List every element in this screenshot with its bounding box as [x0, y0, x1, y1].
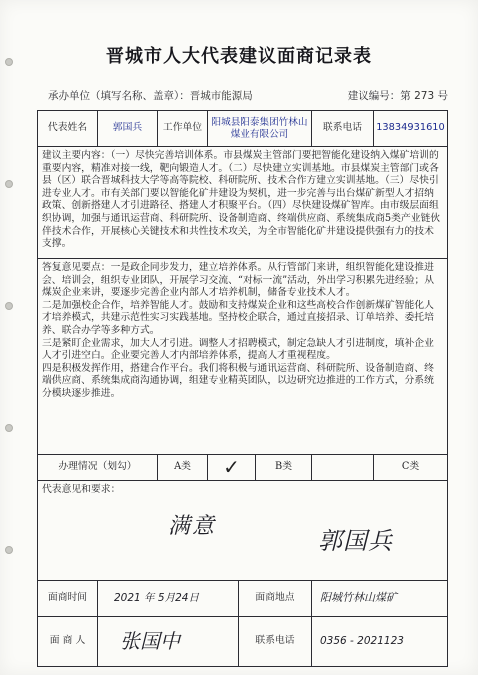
binding-hole [5, 424, 13, 432]
suggestion-content: 建议主要内容：（一）尽快完善培训体系。市县煤炭主管部门要把智能化建设纳入煤矿培训的重要内容，精准对接一线，靶向锻造人才。（二）尽快建立实训基地。市县煤炭主管部门或各县（区）联合晋城科技大学等高等院校、科研院所、技术合作方建立实训基地。（三）尽快引进专业人才。市有关部门要以智能化矿井建设为契机，进一步完善与出台煤矿新型人才招纳政策、创新搭建人才引进路径、搭建人才积聚平台。（四）尽快建设煤矿智库。由市级层面组织协调，加强与通讯运营商、科研院所、设备制造商、终端供应商、系统集成商5类产业链伙伴技术合作，开展核心关键技术和共性技术攻关，为全市智能化矿井建设提供强有力的技术支撑。 [38, 147, 448, 259]
undertaker-label: 承办单位（填写名称、盖章）： [48, 90, 190, 102]
opinion-label: 代表意见和要求： [42, 484, 121, 495]
consult-person-signature: 张国中 [98, 617, 239, 667]
work-unit-label: 工作单位 [158, 111, 208, 147]
reply-paragraph-4: 四是积极发挥作用，搭建合作平台。我们将积极与通讯运营商、科研院所、设备制造商、终端供应商、系统集成商沟通协调，组建专业精英团队，以边研究边推进的工作方式，分系统分模块逐步推进。 [42, 362, 434, 399]
number-suffix: 号 [437, 90, 448, 102]
consult-person-label: 面 商 人 [38, 617, 98, 667]
rep-name-value: 郭国兵 [98, 111, 158, 147]
header-meta [48, 88, 448, 103]
suggestion-number [348, 88, 448, 103]
consult-time-row [38, 581, 448, 617]
number-label: 建议编号：第 [347, 90, 411, 102]
undertaker [48, 88, 253, 103]
handling-row [38, 455, 448, 481]
consult-person-row [38, 617, 448, 667]
reply-paragraph-3: 三是紧盯企业需求，加大人才引进。调整人才招聘模式，制定急缺人才引进制度，填补企业人才引进空白。企业要完善人才内部培养体系，提高人才重视程度。 [42, 337, 434, 362]
rep-info-row [38, 111, 448, 147]
undertaker-value: 晋城市能源局 [189, 90, 253, 102]
reply-paragraph-2: 二是加强校企合作，培养智能人才。鼓励和支持煤炭企业和这些高校合作创新煤矿智能化人才培养模式，共建示范性实习实践基地。坚持校企联合，通过直接招录、订单培养、委托培养、联合办学等多种方式。 [42, 299, 434, 336]
number-value: 273 [414, 90, 435, 102]
rep-phone-value: 13834931610 [374, 111, 448, 147]
handwritten-opinion: 满意 [168, 514, 217, 539]
handling-a-check: ✓ [208, 455, 256, 481]
work-unit-value: 阳城县阳泰集团竹林山煤业有限公司 [208, 111, 312, 147]
handling-c-label: C类 [374, 455, 448, 481]
reply-paragraph-1: 答复意见要点：一是政企同步发力，建立培养体系。从行管部门来讲，组织智能化建设推进会、培训会，组织专业团队，开展学习交流、“对标一流”活动，外出学习积累先进经验；从煤炭企业来讲，要逐步完善企业内部人才培养机制，储备专业技术人才。 [42, 262, 435, 299]
handling-b-box [312, 455, 374, 481]
opinion-cell [38, 481, 448, 581]
reply-content [38, 259, 448, 455]
consult-phone-value: 0356 - 2021123 [312, 617, 448, 667]
consult-time-value: 2021 年 5月24日 [98, 581, 239, 617]
binding-hole [5, 302, 13, 310]
consult-time-label: 面商时间 [38, 581, 98, 617]
suggestion-row [38, 147, 448, 259]
rep-name-label: 代表姓名 [38, 111, 98, 147]
consult-place-label: 面商地点 [239, 581, 312, 617]
handwritten-rep-signature: 郭国兵 [318, 527, 393, 555]
handling-b-label: B类 [256, 455, 312, 481]
binding-hole [5, 180, 13, 188]
handling-label: 办理情况（划勾） [38, 455, 158, 481]
consult-phone-label: 联系电话 [239, 617, 312, 667]
binding-hole [5, 546, 13, 554]
rep-phone-label: 联系电话 [312, 111, 374, 147]
handling-a-label: A类 [158, 455, 208, 481]
opinion-row [38, 481, 448, 581]
page-title: 晋城市人大代表建议面商记录表 [106, 46, 372, 67]
record-form [37, 110, 448, 667]
reply-row [38, 259, 448, 455]
consult-place-value: 阳城竹林山煤矿 [312, 581, 448, 617]
